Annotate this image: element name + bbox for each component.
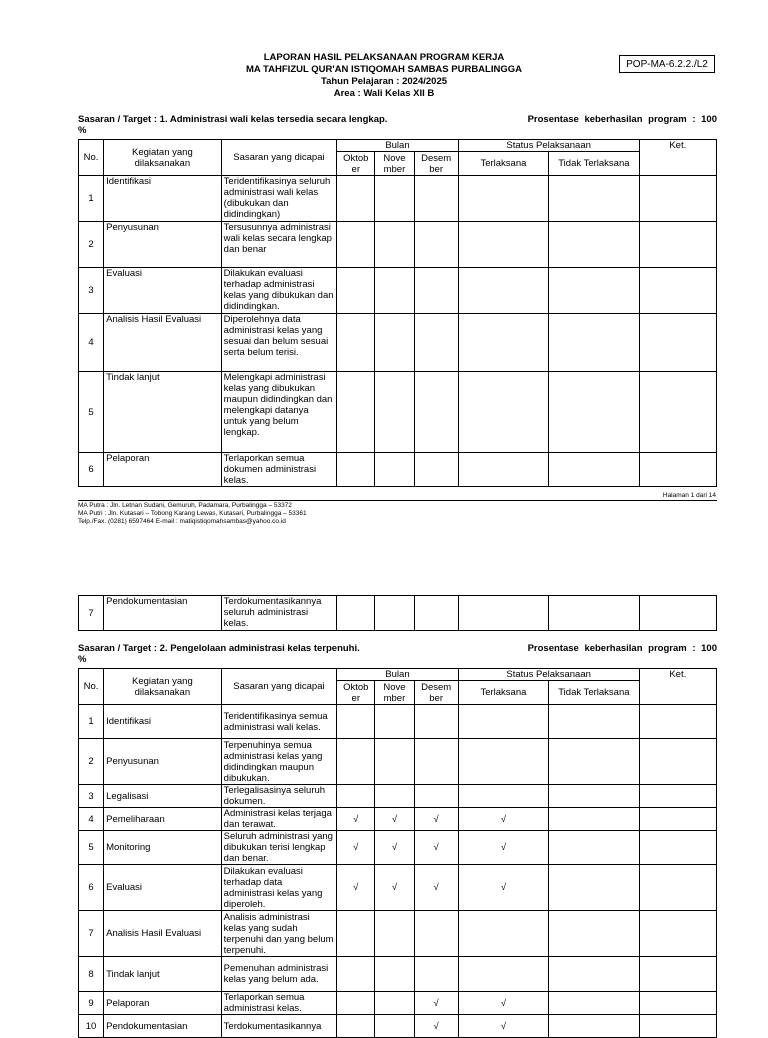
row-tidak-terlaksana [549, 808, 639, 831]
row-november [375, 705, 414, 739]
row-sasaran: Analisis administrasi kelas yang sudah terpenuhi dan yang belum terpenuhi. [221, 911, 337, 957]
row-ket [639, 865, 716, 911]
row-tidak-terlaksana [549, 992, 639, 1015]
row-desember [414, 222, 458, 268]
row-tidak-terlaksana [549, 957, 639, 992]
table-row [79, 865, 717, 911]
row-desember [414, 372, 458, 453]
row-terlaksana [458, 268, 548, 314]
row-november: √ [375, 831, 414, 865]
table-row [79, 314, 717, 372]
row-ket [639, 314, 716, 372]
row-no: 4 [79, 314, 104, 372]
row-tidak-terlaksana [549, 176, 639, 222]
row-no: 2 [79, 739, 104, 785]
row-desember [414, 453, 458, 487]
row-no: 7 [79, 911, 104, 957]
table-row [79, 372, 717, 453]
row-terlaksana: √ [458, 808, 548, 831]
row-desember: √ [414, 808, 458, 831]
row-tidak-terlaksana [549, 705, 639, 739]
row-tidak-terlaksana [549, 222, 639, 268]
row-no: 6 [79, 453, 104, 487]
row-desember [414, 911, 458, 957]
footer-address-putri: MA Putri : Jln. Kutasari – Tobong Karang Lewas, Kutasari, Purbalingga – 53361 [78, 510, 307, 517]
row-sasaran: Terdokumentasikannya [221, 1015, 337, 1038]
row-november [375, 372, 414, 453]
row-no: 1 [79, 705, 104, 739]
section1-target-text: Sasaran / Target : 1. Administrasi wali kelas tersedia secara lengkap. [78, 114, 388, 125]
row-terlaksana: √ [458, 831, 548, 865]
table-row [79, 739, 717, 785]
row-ket [639, 176, 716, 222]
row-kegiatan: Pelaporan [104, 453, 222, 487]
col-kegiatan: Kegiatan yang dilaksanakan [104, 669, 222, 705]
row-sasaran: Dilakukan evaluasi terhadap data administrasi kelas yang diperoleh. [221, 865, 337, 911]
section2-target-text: Sasaran / Target : 2. Pengelolaan administrasi kelas terpenuhi. [78, 643, 360, 654]
row-terlaksana [458, 785, 548, 808]
table-row [79, 911, 717, 957]
row-kegiatan: Identifikasi [104, 705, 222, 739]
row-terlaksana: √ [458, 865, 548, 911]
col-kegiatan: Kegiatan yang dilaksanakan [104, 140, 222, 176]
row-desember [414, 176, 458, 222]
row-ket [639, 372, 716, 453]
row-sasaran: Terlegalisasinya seluruh dokumen. [221, 785, 337, 808]
row-oktober [337, 739, 375, 785]
row-tidak-terlaksana [549, 596, 639, 631]
table-row [79, 785, 717, 808]
table-row [79, 176, 717, 222]
row-sasaran: Pemenuhan administrasi kelas yang belum ada. [221, 957, 337, 992]
row-sasaran: Seluruh administrasi yang dibukukan terisi lengkap dan benar. [221, 831, 337, 865]
row-oktober: √ [337, 831, 375, 865]
row-ket [639, 596, 716, 631]
table-row [79, 957, 717, 992]
page-number: Halaman 1 dari 14 [662, 492, 716, 499]
footer-contact: Telp./Fax. (0281) 6597464 E-mail : matiqistiqomahsambas@yahoo.co.id [78, 518, 286, 525]
row-kegiatan: Identifikasi [104, 176, 222, 222]
row-kegiatan: Pelaporan [104, 992, 222, 1015]
row-oktober [337, 453, 375, 487]
row-kegiatan: Analisis Hasil Evaluasi [104, 314, 222, 372]
document-code: POP-MA-6.2.2./L2 [619, 55, 715, 73]
row-oktober [337, 268, 375, 314]
row-desember [414, 705, 458, 739]
row-kegiatan: Tindak lanjut [104, 372, 222, 453]
col-sasaran: Sasaran yang dicapai [221, 140, 337, 176]
col-tidak-terlaksana: Tidak Terlaksana [549, 681, 639, 705]
row-november [375, 992, 414, 1015]
row-tidak-terlaksana [549, 865, 639, 911]
footer-divider [78, 500, 717, 501]
section2-prosentase: Prosentase keberhasilan program : 100 [527, 643, 717, 654]
row-kegiatan: Penyusunan [104, 739, 222, 785]
row-tidak-terlaksana [549, 314, 639, 372]
row-no: 8 [79, 957, 104, 992]
row-november [375, 268, 414, 314]
col-desember: Desem ber [414, 681, 458, 705]
table-row [79, 453, 717, 487]
row-terlaksana [458, 372, 548, 453]
row-terlaksana: √ [458, 1015, 548, 1038]
col-ket: Ket. [639, 669, 716, 705]
row-terlaksana [458, 911, 548, 957]
row-desember [414, 596, 458, 631]
col-tidak-terlaksana: Tidak Terlaksana [549, 152, 639, 176]
report-title: LAPORAN HASIL PELAKSANAAN PROGRAM KERJA [263, 52, 505, 63]
row-november [375, 453, 414, 487]
row-kegiatan: Penyusunan [104, 222, 222, 268]
row-kegiatan: Legalisasi [104, 785, 222, 808]
col-bulan: Bulan [337, 140, 459, 152]
row-ket [639, 222, 716, 268]
table-row [79, 1015, 717, 1038]
row-terlaksana: √ [458, 992, 548, 1015]
row-november: √ [375, 808, 414, 831]
row-desember [414, 785, 458, 808]
row-sasaran: Terpenuhinya semua administrasi kelas yang didindingkan maupun dibukukan. [221, 739, 337, 785]
row-ket [639, 739, 716, 785]
row-kegiatan: Pendokumentasian [104, 596, 222, 631]
row-november [375, 785, 414, 808]
row-terlaksana [458, 314, 548, 372]
row-ket [639, 831, 716, 865]
row-desember: √ [414, 992, 458, 1015]
row-kegiatan: Pemeliharaan [104, 808, 222, 831]
row-ket [639, 957, 716, 992]
table-row [79, 992, 717, 1015]
row-ket [639, 268, 716, 314]
row-ket [639, 705, 716, 739]
row-sasaran: Terlaporkan semua dokumen administrasi kelas. [221, 453, 337, 487]
row-terlaksana [458, 176, 548, 222]
footer-address-putra: MA Putra : Jln. Letnan Sudani, Gemuruh, Padamara, Purbalingga – 53372 [78, 502, 292, 509]
col-terlaksana: Terlaksana [458, 681, 548, 705]
row-desember: √ [414, 1015, 458, 1038]
row-november [375, 957, 414, 992]
row-no: 10 [79, 1015, 104, 1038]
row-tidak-terlaksana [549, 1015, 639, 1038]
school-name: MA TAHFIZUL QUR'AN ISTIQOMAH SAMBAS PURBALINGGA [246, 64, 522, 75]
section2-percent-sign: % [78, 654, 87, 665]
row-desember: √ [414, 831, 458, 865]
row-sasaran: Teridentifikasinya semua administrasi wali kelas. [221, 705, 337, 739]
col-november: Nove mber [375, 152, 414, 176]
row-no: 4 [79, 808, 104, 831]
col-desember: Desem ber [414, 152, 458, 176]
row-terlaksana [458, 222, 548, 268]
row-no: 5 [79, 831, 104, 865]
row-kegiatan: Analisis Hasil Evaluasi [104, 911, 222, 957]
row-kegiatan: Pendokumentasian [104, 1015, 222, 1038]
page-footer [78, 502, 307, 526]
row-oktober: √ [337, 865, 375, 911]
row-terlaksana [458, 596, 548, 631]
row-november [375, 314, 414, 372]
row-sasaran: Teridentifikasinya seluruh administrasi wali kelas (dibukukan dan didindingkan) [221, 176, 337, 222]
row-tidak-terlaksana [549, 911, 639, 957]
table-row [79, 808, 717, 831]
col-oktober: Oktob er [337, 152, 375, 176]
row-november [375, 1015, 414, 1038]
row-oktober [337, 314, 375, 372]
row-tidak-terlaksana [549, 785, 639, 808]
row-no: 3 [79, 268, 104, 314]
row-ket [639, 1015, 716, 1038]
section1-percent-sign: % [78, 125, 87, 136]
row-sasaran: Terdokumentasikannya seluruh administrasi kelas. [221, 596, 337, 631]
row-ket [639, 992, 716, 1015]
row-desember: √ [414, 865, 458, 911]
col-oktober: Oktob er [337, 681, 375, 705]
row-desember [414, 268, 458, 314]
row-oktober [337, 911, 375, 957]
row-november [375, 222, 414, 268]
row-november: √ [375, 865, 414, 911]
row-terlaksana [458, 705, 548, 739]
row-kegiatan: Evaluasi [104, 268, 222, 314]
section1-table [78, 139, 717, 487]
row-kegiatan: Monitoring [104, 831, 222, 865]
row-november [375, 596, 414, 631]
col-ket: Ket. [639, 140, 716, 176]
section2-table [78, 668, 717, 1038]
row-no: 1 [79, 176, 104, 222]
row-terlaksana [458, 957, 548, 992]
row-no: 7 [79, 596, 104, 631]
row-oktober [337, 785, 375, 808]
section1-continuation-table [78, 595, 717, 631]
row-tidak-terlaksana [549, 268, 639, 314]
row-tidak-terlaksana [549, 372, 639, 453]
col-no: No. [79, 669, 104, 705]
row-oktober [337, 992, 375, 1015]
row-sasaran: Dilakukan evaluasi terhadap administrasi kelas yang dibukukan dan didindingkan. [221, 268, 337, 314]
row-no: 5 [79, 372, 104, 453]
row-ket [639, 453, 716, 487]
row-tidak-terlaksana [549, 453, 639, 487]
row-sasaran: Diperolehnya data administrasi kelas yang sesuai dan belum sesuai serta belum terisi. [221, 314, 337, 372]
academic-year: Tahun Pelajaran : 2024/2025 [320, 76, 448, 87]
row-terlaksana [458, 453, 548, 487]
col-bulan: Bulan [337, 669, 459, 681]
row-oktober [337, 1015, 375, 1038]
row-sasaran: Administrasi kelas terjaga dan terawat. [221, 808, 337, 831]
row-no: 2 [79, 222, 104, 268]
table-row [79, 705, 717, 739]
row-desember [414, 957, 458, 992]
col-status: Status Pelaksanaan [458, 669, 639, 681]
row-november [375, 739, 414, 785]
row-ket [639, 808, 716, 831]
row-desember [414, 314, 458, 372]
row-kegiatan: Tindak lanjut [104, 957, 222, 992]
row-kegiatan: Evaluasi [104, 865, 222, 911]
row-desember [414, 739, 458, 785]
row-ket [639, 785, 716, 808]
table-row [79, 268, 717, 314]
row-november [375, 176, 414, 222]
table-row [79, 831, 717, 865]
row-sasaran: Terlaporkan semua administrasi kelas. [221, 992, 337, 1015]
row-oktober [337, 596, 375, 631]
col-november: Nove mber [375, 681, 414, 705]
row-oktober [337, 372, 375, 453]
row-oktober [337, 705, 375, 739]
row-sasaran: Tersusunnya administrasi wali kelas secara lengkap dan benar [221, 222, 337, 268]
row-oktober [337, 957, 375, 992]
row-tidak-terlaksana [549, 739, 639, 785]
row-ket [639, 911, 716, 957]
area-label: Area : Wali Kelas XII B [333, 88, 435, 99]
row-oktober [337, 222, 375, 268]
table-row [79, 596, 717, 631]
col-status: Status Pelaksanaan [458, 140, 639, 152]
row-tidak-terlaksana [549, 831, 639, 865]
row-sasaran: Melengkapi administrasi kelas yang dibukukan maupun didindingkan dan melengkapi datanya untuk yang belum lengkap. [221, 372, 337, 453]
row-no: 3 [79, 785, 104, 808]
row-november [375, 911, 414, 957]
row-oktober [337, 176, 375, 222]
col-sasaran: Sasaran yang dicapai [221, 669, 337, 705]
col-terlaksana: Terlaksana [458, 152, 548, 176]
row-terlaksana [458, 739, 548, 785]
row-no: 9 [79, 992, 104, 1015]
row-no: 6 [79, 865, 104, 911]
col-no: No. [79, 140, 104, 176]
section1-prosentase: Prosentase keberhasilan program : 100 [527, 114, 717, 125]
row-oktober: √ [337, 808, 375, 831]
table-row [79, 222, 717, 268]
